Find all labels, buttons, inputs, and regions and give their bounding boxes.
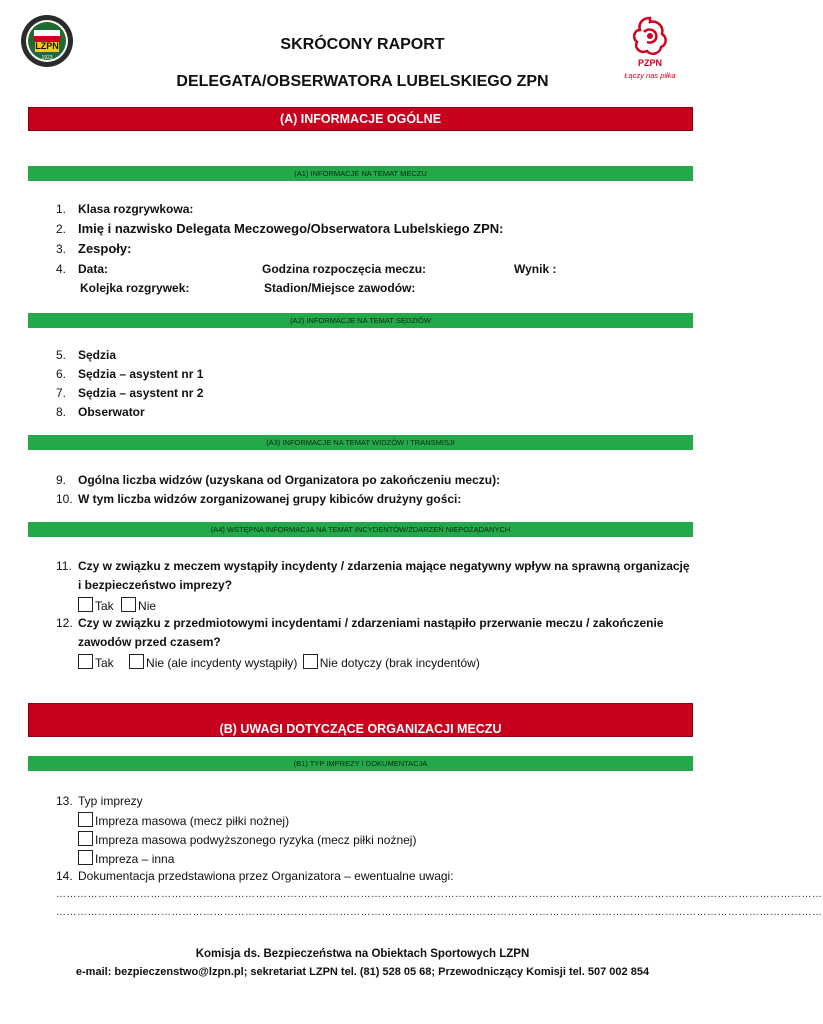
item-1-label: Klasa rozgrywkowa: — [78, 202, 194, 216]
item-2-label: Imię i nazwisko Delegata Meczowego/Obserwatora Lubelskiego ZPN: — [78, 221, 504, 236]
item-7: 7. Sędzia – asystent nr 2 — [56, 386, 204, 400]
lzpn-logo-year: 1923 — [41, 55, 53, 61]
item-6: 6. Sędzia – asystent nr 1 — [56, 367, 204, 381]
item-2: 2. Imię i nazwisko Delegata Meczowego/Obserwatora Lubelskiego ZPN: — [56, 221, 504, 236]
item-4-wynik: Wynik : — [514, 262, 557, 276]
a2-header: (A2) INFORMACJE NA TEMAT SĘDZIÓW — [28, 313, 693, 328]
section-b-header: (B) UWAGI DOTYCZĄCE ORGANIZACJI MECZU — [28, 703, 693, 737]
a4-header: (A4) WSTĘPNA INFORMACJA NA TEMAT INCYDENTÓW/ZDARZEŃ NIEPOŻĄDANYCH — [28, 522, 693, 537]
item-13-option-3: Impreza – inna — [78, 850, 174, 866]
pzpn-logo-text: PZPN — [637, 58, 662, 68]
item-13-option-2: Impreza masowa podwyższonego ryzyka (mecz piłki nożnej) — [78, 831, 416, 847]
item-12-options: Tak Nie (ale incydenty wystąpiły) Nie dotyczy (brak incydentów) — [78, 654, 480, 670]
item-4-godzina: Godzina rozpoczęcia meczu: — [262, 262, 427, 276]
item-4-data: Data: — [78, 262, 109, 276]
item-4: 4. Data: — [56, 262, 109, 276]
a3-header: (A3) INFORMACJE NA TEMAT WIDZÓW I TRANSMISJI — [28, 435, 693, 450]
item-13-option-1: Impreza masowa (mecz piłki nożnej) — [78, 812, 289, 828]
item-11-options: Tak Nie — [78, 597, 156, 613]
item-11-line2: i bezpieczeństwo imprezy? — [78, 578, 233, 592]
page-subtitle: DELEGATA/OBSERWATORA LUBELSKIEGO ZPN — [176, 73, 549, 90]
item-14: 14. Dokumentacja przedstawiona przez Organizatora – ewentualne uwagi: — [56, 869, 454, 883]
kolejka-label: Kolejka rozgrywek: — [80, 281, 190, 295]
item-13: 13. Typ imprezy — [56, 794, 143, 808]
lzpn-logo-text: LZPN — [35, 41, 59, 51]
checkbox-13-podwyzszonego[interactable] — [78, 831, 93, 846]
footer-line-1: Komisja ds. Bezpieczeństwa na Obiektach Sportowych LZPN — [195, 948, 530, 960]
notes-line-2[interactable]: ………………………………………………………………………………………………………………………………………………………………………………………………… — [56, 907, 823, 918]
checkbox-12-tak[interactable] — [78, 654, 93, 669]
item-1: 1. Klasa rozgrywkowa: — [56, 202, 194, 216]
item-12-line2: zawodów przed czasem? — [78, 635, 221, 649]
checkbox-12-nie[interactable] — [129, 654, 144, 669]
checkbox-12-nie-dotyczy[interactable] — [303, 654, 318, 669]
a1-header: (A1) INFORMACJE NA TEMAT MECZU — [28, 166, 693, 181]
item-9: 9. Ogólna liczba widzów (uzyskana od Organizatora po zakończeniu meczu): — [56, 473, 501, 487]
section-a-header: (A) INFORMACJE OGÓLNE — [28, 107, 693, 131]
b1-header: (B1) TYP IMPREZY I DOKUMENTACJA — [28, 756, 693, 771]
item-10: 10. W tym liczba widzów zorganizowanej grupy kibiców drużyny gości: — [56, 492, 462, 506]
item-5: 5. Sędzia — [56, 348, 117, 362]
checkbox-11-tak[interactable] — [78, 597, 93, 612]
item-3-label: Zespoły: — [78, 241, 132, 256]
stadion-label: Stadion/Miejsce zawodów: — [264, 281, 416, 295]
item-11: 11. Czy w związku z meczem wystąpiły incydenty / zdarzenia mające negatywny wpływ na sprawną organizację — [56, 559, 690, 573]
item-12: 12. Czy w związku z przedmiotowymi incydentami / zdarzeniami nastąpiło przerwanie meczu / zakończenie — [56, 616, 664, 630]
item-3: 3. Zespoły: — [56, 241, 132, 256]
pzpn-logo-slogan: Łączy nas piłka — [624, 71, 676, 80]
checkbox-11-nie[interactable] — [121, 597, 136, 612]
checkbox-13-masowa[interactable] — [78, 812, 93, 827]
notes-line-1[interactable]: ………………………………………………………………………………………………………………………………………………………………………………………………… — [56, 889, 823, 900]
page-title: SKRÓCONY RAPORT — [280, 36, 445, 53]
checkbox-13-inna[interactable] — [78, 850, 93, 865]
item-8: 8. Obserwator — [56, 405, 145, 419]
footer-line-2: e-mail: bezpieczenstwo@lzpn.pl; sekretariat LZPN tel. (81) 528 05 68; Przewodniczący Komisji tel. 507 002 854 — [75, 966, 650, 978]
